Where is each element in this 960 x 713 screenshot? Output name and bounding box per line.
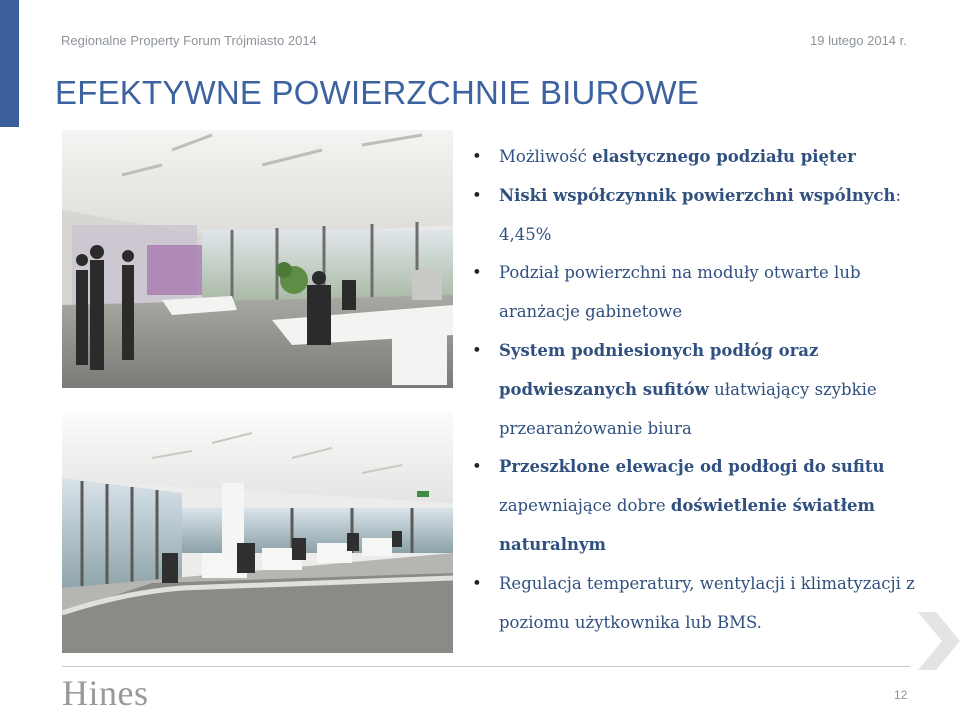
bullet-text: ułatwiający szybkie przearanżowanie biura <box>499 379 877 438</box>
bullet-text: zapewniające dobre <box>499 496 671 516</box>
event-date: 19 lutego 2014 r. <box>810 33 907 48</box>
feature-list <box>472 138 942 642</box>
bullet-bold-text: elastycznego podziału pięter <box>592 147 856 166</box>
bullet-icon: • <box>472 147 482 166</box>
event-name: Regionalne Property Forum Trójmiasto 2014 <box>61 33 317 48</box>
footer-divider <box>62 666 910 667</box>
bullet-text: Podział powierzchni na moduły otwarte lub aranżacje gabinetowe <box>499 263 861 322</box>
bullet-bold-text: System podniesionych podłóg oraz podwieszanych sufitów <box>499 340 819 399</box>
bullet-icon: • <box>472 573 482 593</box>
hines-logo: Hines <box>62 673 149 713</box>
accent-bar <box>0 0 19 127</box>
chevron-right-icon[interactable] <box>914 612 960 670</box>
bullet-icon: • <box>472 185 482 205</box>
bullet-icon: • <box>472 263 482 283</box>
list-item <box>472 448 942 564</box>
bullet-text: Regulacja temperatury, wentylacji i klimatyzacji z poziomu użytkownika lub BMS. <box>499 573 915 632</box>
page-number: 12 <box>894 688 908 702</box>
bullet-text: Możliwość <box>499 147 593 166</box>
office-photo-bottom <box>62 413 453 653</box>
list-item <box>472 332 942 448</box>
bullet-bold-text: Przeszklone elewacje od podłogi do sufitu <box>499 457 885 477</box>
bullet-text: : 4,45% <box>499 185 902 244</box>
list-item <box>472 177 942 255</box>
bullet-bold-text: doświetlenie światłem naturalnym <box>499 496 875 554</box>
bullet-icon: • <box>472 457 482 477</box>
bullet-bold-text: Niski współczynnik powierzchni wspólnych <box>499 185 896 205</box>
office-photo-top <box>62 130 453 388</box>
list-item <box>472 254 942 332</box>
bullet-icon: • <box>472 340 482 360</box>
list-item <box>472 138 942 177</box>
list-item <box>472 565 942 643</box>
slide-title: EFEKTYWNE POWIERZCHNIE BIUROWE <box>55 74 700 111</box>
